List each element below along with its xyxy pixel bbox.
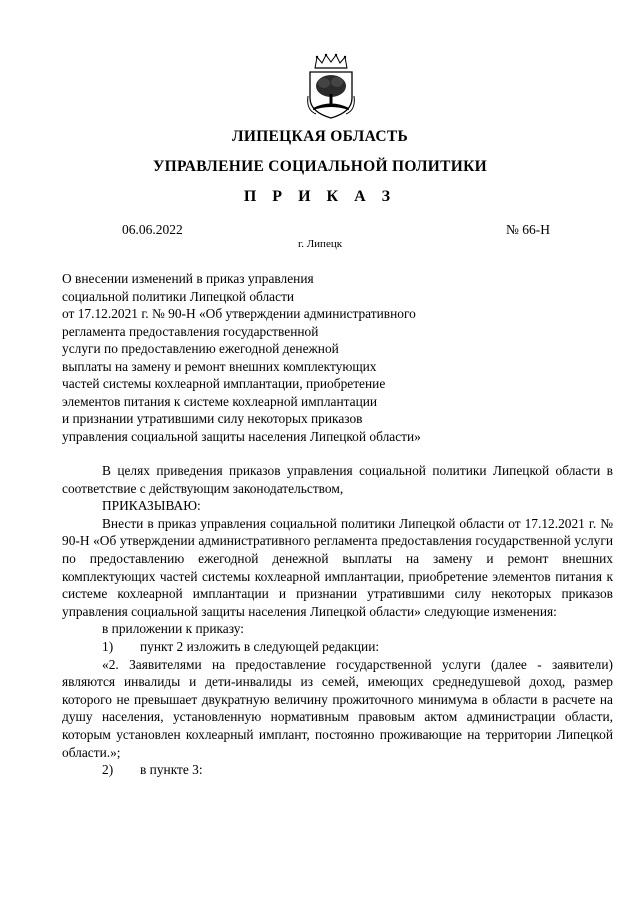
document-date: 06.06.2022 <box>122 222 183 237</box>
region-title: ЛИПЕЦКАЯ ОБЛАСТЬ <box>231 128 409 145</box>
amendment-paragraph: Внести в приказ управления социальной политики Липецкой области от 17.12.2021 г. № 90-Н «Об утверждении административного регламента предоставления государственной услуги по предоставлению ежегодной денежной выплаты на замену и ремонт внешних комплектующих частей системы кохлеарной имплантации, приобретение элементов питания к системе кохлеарной имплантации и признании утратившими силу некоторых приказов управления социальной защиты населения Липецкой области» следующие изменения: <box>62 515 613 619</box>
subject-line: частей системы кохлеарной имплантации, приобретение <box>62 376 386 391</box>
quoted-clause-paragraph: «2. Заявителями на предоставление государственной услуги (далее - заявители) являются инвалиды и дети-инвалиды из семей, имеющих среднедушевой доход, размер которого не превышает двукратную величину прожиточного минимума в области в расчете на душу населения, установленную нормативным правовым актом администрации области, которым установлен кохлеарный имплант, постоянно проживающие на территории Липецкой области.»; <box>62 656 613 760</box>
document-city: г. Липецк <box>297 238 343 250</box>
subject-line: социальной политики Липецкой области <box>62 288 295 304</box>
list-item-number: 2) <box>102 762 114 778</box>
subject-line: и признании утратившими силу некоторых приказов <box>62 411 363 426</box>
list-item-number: 1) <box>102 638 114 654</box>
subject-line: О внесении изменений в приказ управления <box>62 271 314 286</box>
subject-line: элементов питания к системе кохлеарной имплантации <box>62 393 378 409</box>
preamble-paragraph: В целях приведения приказов управления социальной политики Липецкой области в соответствие с действующим законодательством, <box>62 463 613 496</box>
list-item-text: пункт 2 изложить в следующей редакции: <box>140 638 380 654</box>
document-type-title: П Р И К А З <box>243 188 397 205</box>
document-number: № 66-Н <box>505 222 550 237</box>
subject-line: управления социальной защиты населения Липецкой области» <box>62 428 421 444</box>
document-subject <box>62 270 562 445</box>
department-title: УПРАВЛЕНИЕ СОЦИАЛЬНОЙ ПОЛИТИКИ <box>152 158 488 175</box>
appendix-paragraph: в приложении к приказу: <box>102 621 244 637</box>
subject-line: от 17.12.2021 г. № 90-Н «Об утверждении административного <box>62 306 416 321</box>
subject-line: выплаты на замену и ремонт внешних комплектующих <box>62 358 377 374</box>
document-body <box>62 462 613 779</box>
subject-line: регламента предоставления государственной <box>62 323 319 339</box>
subject-line: услуги по предоставлению ежегодной денежной <box>62 341 339 356</box>
list-item <box>62 761 613 779</box>
list-item <box>62 638 613 656</box>
coat-of-arms-emblem <box>302 52 360 120</box>
list-item-text: в пункте 3: <box>140 762 203 778</box>
order-keyword: ПРИКАЗЫВАЮ: <box>102 498 201 514</box>
